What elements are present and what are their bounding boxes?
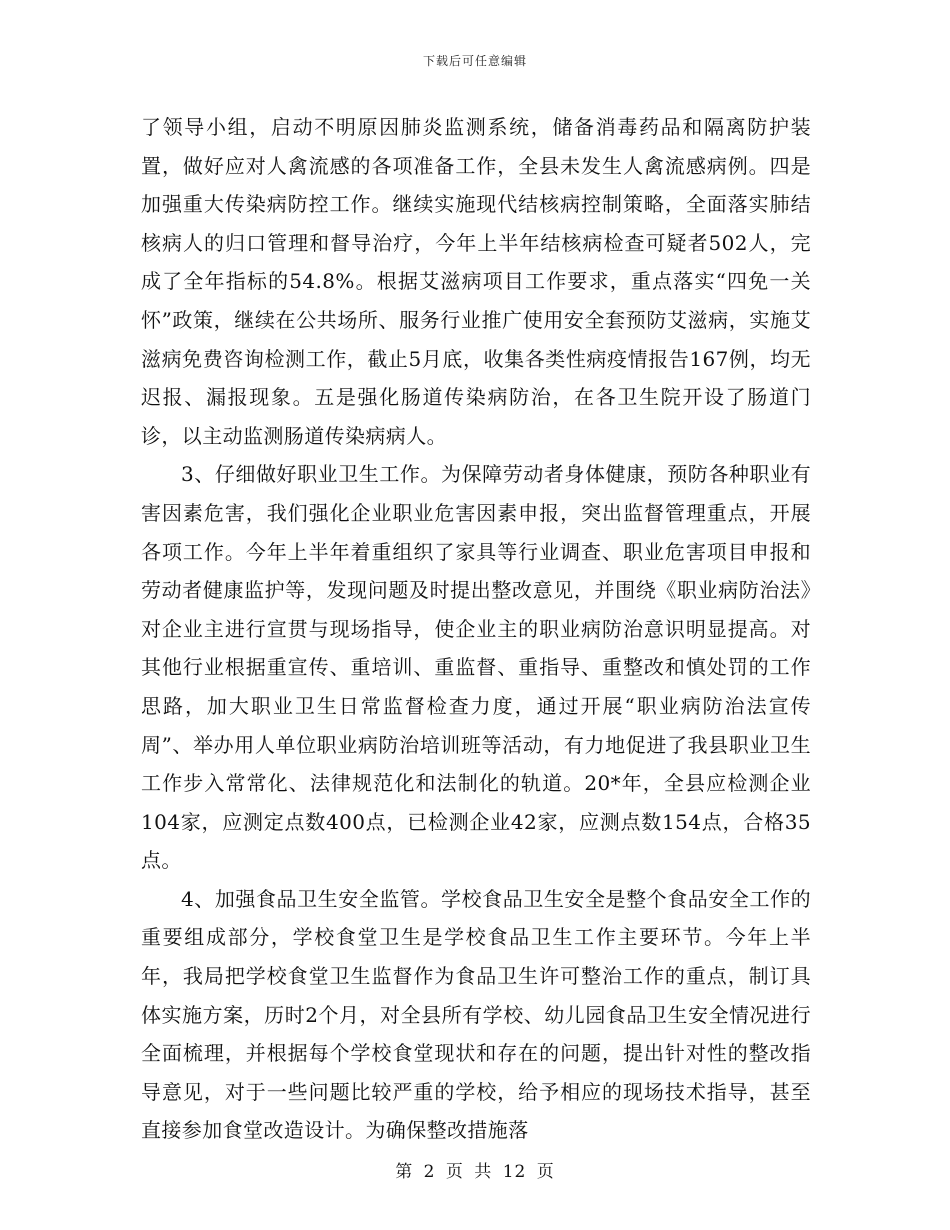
page-footer: 第 2 页 共 12 页: [395, 1162, 555, 1182]
paragraph-food-safety: 4、加强食品卫生安全监管。学校食品卫生安全是整个食品安全工作的重要组成部分，学校食堂卫生是学校食品卫生工作主要环节。今年上半年，我局把学校食堂卫生监督作为食品卫生许可整治工作的重点，制订具体实施方案，历时2个月，对全县所有学校、幼儿园食品卫生安全情况进行全面梳理，并根据每个学校食堂现状和存在的问题，提出针对性的整改指导意见，对于一些问题比较严重的学校，给予相应的现场技术指导，甚至直接参加食堂改造设计。为确保整改措施落: [141, 886, 811, 1143]
page-header: 下载后可任意编辑: [422, 54, 527, 68]
paragraph-continuation: 了领导小组，启动不明原因肺炎监测系统，储备消毒药品和隔离防护装置，做好应对人禽流感的各项准备工作，全县未发生人禽流感病例。四是加强重大传染病防控工作。继续实施现代结核病控制策略，全面落实肺结核病人的归口管理和督导治疗，今年上半年结核病检查可疑者502人，完成了全年指标的54.8%。根据艾滋病项目工作要求，重点落实“四免一关怀”政策，继续在公共场所、服务行业推广使用安全套预防艾滋病，实施艾滋病免费咨询检测工作，截止5月底，收集各类性病疫情报告167例，均无迟报、漏报现象。五是强化肠道传染病防治，在各卫生院开设了肠道门诊，以主动监测肠道传染病病人。: [141, 115, 811, 448]
paragraph-occupational-health: 3、仔细做好职业卫生工作。为保障劳动者身体健康，预防各种职业有害因素危害，我们强化企业职业危害因素申报，突出监督管理重点，开展各项工作。今年上半年着重组织了家具等行业调查、职业危害项目申报和劳动者健康监护等，发现问题及时提出整改意见，并围绕《职业病防治法》对企业主进行宣贯与现场指导，使企业主的职业病防治意识明显提高。对其他行业根据重宣传、重培训、重监督、重指导、重整改和慎处罚的工作思路，加大职业卫生日常监督检查力度，通过开展“职业病防治法宣传周”、举办用人单位职业病防治培训班等活动，有力地促进了我县职业卫生工作步入常常化、法律规范化和法制化的轨道。20*年，全县应检测企业104家，应测定点数400点，已检测企业42家，应测点数154点，合格35点。: [141, 462, 811, 873]
document-body: [141, 108, 811, 1150]
